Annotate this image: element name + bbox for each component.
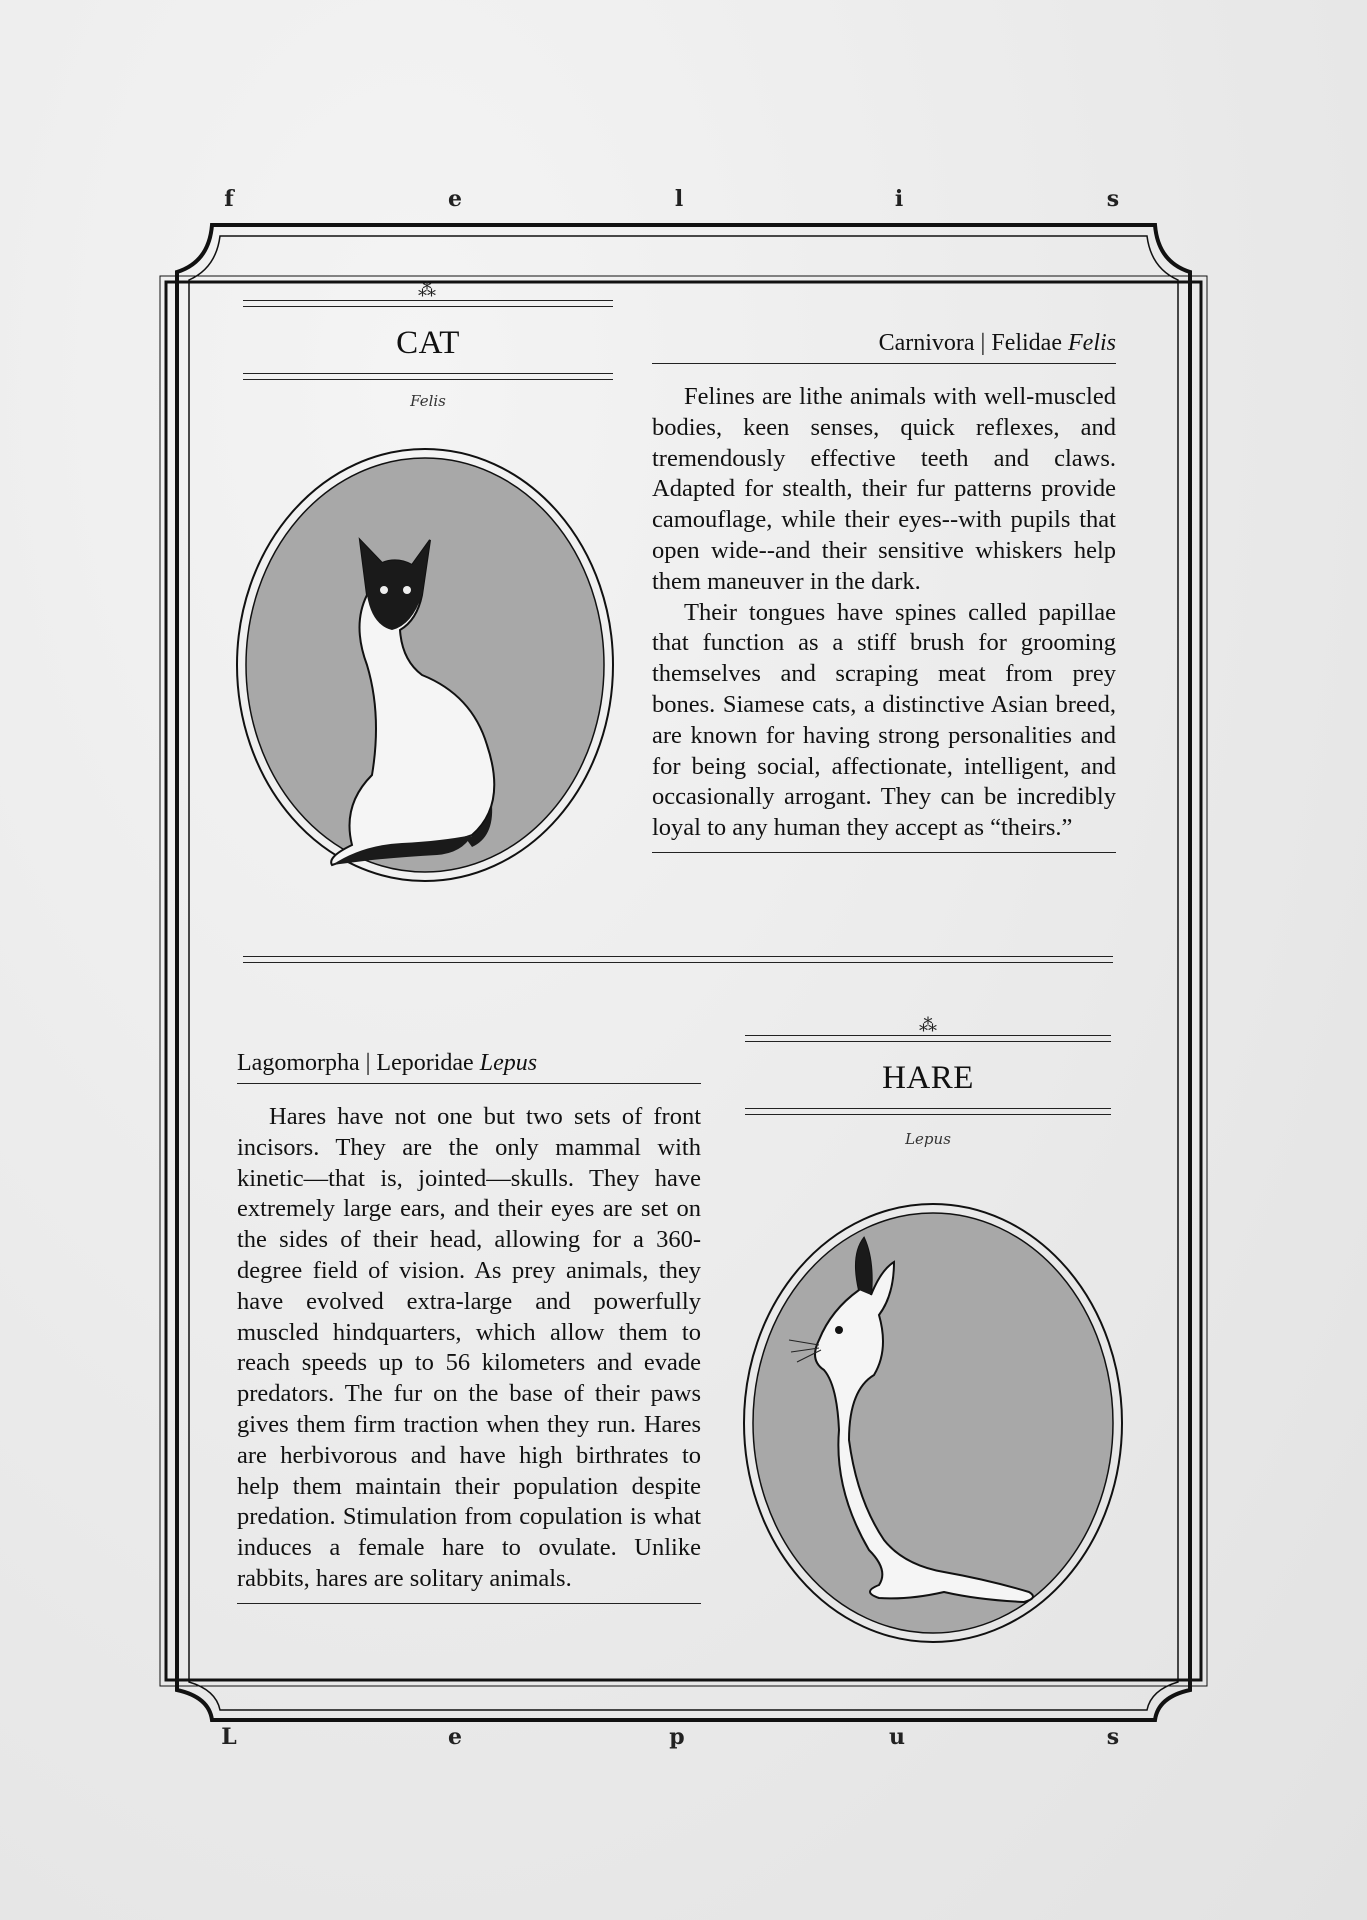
hare-title: HARE xyxy=(882,1060,974,1096)
hare-description xyxy=(237,1102,701,1604)
hare-taxon-order: Lagomorpha | Leporidae xyxy=(237,1050,480,1076)
cat-paragraph: Their tongues have spines called papillae that function as a stiff brush for grooming themselves and scraping meat from prey bones. Siamese cats, a distinctive Asian breed, are known for having strong personalities and for being social, affectionate, intelligent, and occasionally arrogant. They can be incredibly loyal to any human they accept as “theirs.” xyxy=(652,598,1116,842)
hare-top-rules xyxy=(745,1035,1111,1042)
leaf-ornament-icon: ⁂ xyxy=(418,280,436,300)
cat-title: CAT xyxy=(396,325,460,361)
section-divider xyxy=(243,956,1113,963)
footer-letter: s xyxy=(1106,1724,1120,1750)
hare-subtitle: Lepus xyxy=(905,1130,951,1148)
header-letter: f xyxy=(224,186,234,212)
cat-description xyxy=(652,382,1116,853)
hare-taxonomy xyxy=(237,1050,701,1084)
footer-letter: u xyxy=(889,1724,905,1750)
cat-taxonomy xyxy=(652,330,1116,364)
header-letter: i xyxy=(894,186,904,212)
footer-letters xyxy=(0,1724,1367,1764)
footer-letter: L xyxy=(221,1724,237,1750)
header-letter: l xyxy=(674,186,684,212)
header-letter: s xyxy=(1106,186,1120,212)
leaf-ornament-icon: ⁂ xyxy=(919,1015,937,1035)
hare-illustration xyxy=(739,1200,1127,1646)
footer-letter: e xyxy=(448,1724,462,1750)
hare-taxon-genus: Lepus xyxy=(479,1050,538,1076)
cat-taxon-genus: Felis xyxy=(1068,330,1116,356)
cat-illustration xyxy=(232,445,618,885)
header-letter: e xyxy=(448,186,462,212)
cat-top-rules xyxy=(243,300,613,307)
cat-taxon-order: Carnivora | Felidae xyxy=(878,330,1068,356)
footer-letter: p xyxy=(669,1724,685,1750)
hare-bottom-rules xyxy=(745,1108,1111,1115)
hare-paragraph: Hares have not one but two sets of front incisors. They are the only mammal with kinetic—that is, jointed—skulls. They have extremely large ears, and their eyes are set on the sides of their head, allowing for a 360-degree field of vision. As prey animals, they have evolved extra-large and powerfully muscled hindquarters, which allow them to reach speeds up to 56 kilometers and evade predators. The fur on the base of their paws gives them firm traction when they run. Hares are herbivorous and have high birthrates to help them maintain their population despite predation. Stimulation from copulation is what induces a female hare to ovulate. Unlike rabbits, hares are solitary animals. xyxy=(237,1103,701,1592)
cat-subtitle: Felis xyxy=(410,392,446,410)
cat-bottom-rules xyxy=(243,373,613,380)
cat-paragraph: Felines are lithe animals with well-muscled bodies, keen senses, quick reflexes, and tremendously effective teeth and claws. Adapted for stealth, their fur patterns provide camouflage, while their eyes--with pupils that open wide--and their sensitive whiskers help them maneuver in the dark. xyxy=(652,383,1116,595)
